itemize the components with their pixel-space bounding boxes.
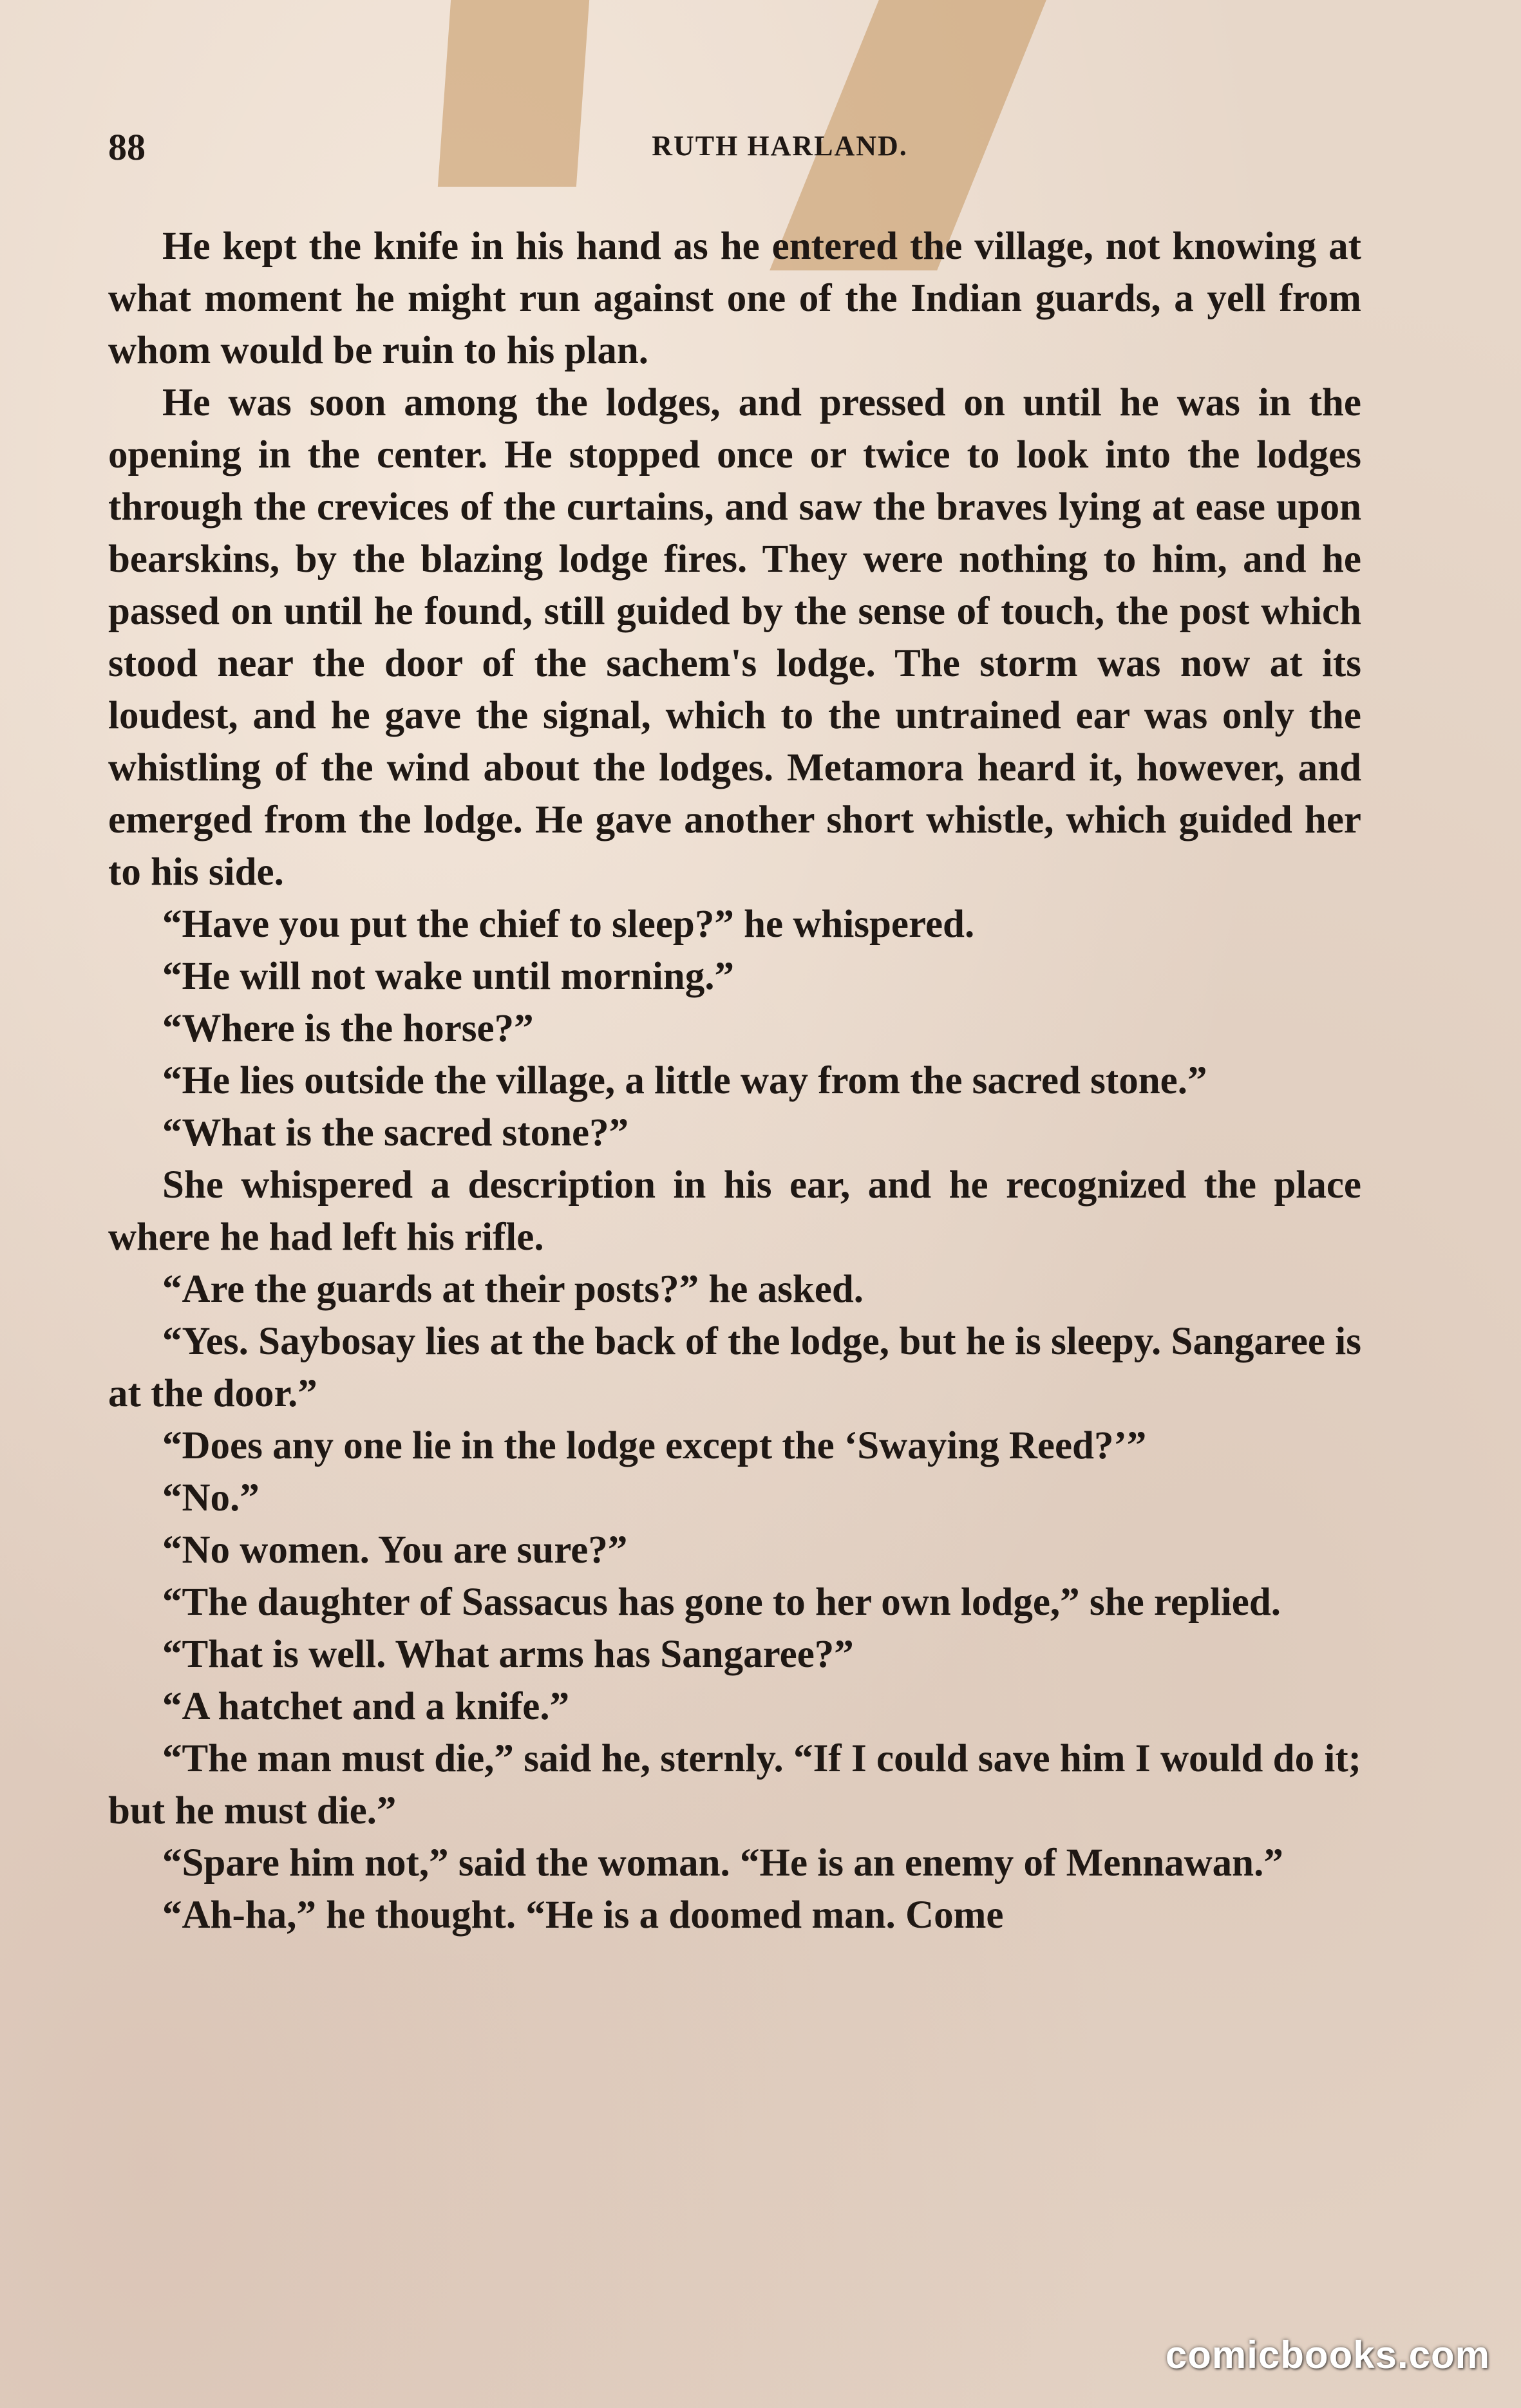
paragraph: She whispered a description in his ear, and he recognized the place where he had left his rifle.	[108, 1163, 1361, 1259]
paragraph: “No.”	[162, 1476, 260, 1519]
paragraph: “He lies outside the village, a little way from the sacred stone.”	[162, 1059, 1207, 1102]
paragraph: “The man must die,” said he, sternly. “If I could save him I would do it; but he must die.”	[108, 1737, 1361, 1832]
paragraph: “A hatchet and a knife.”	[162, 1685, 570, 1728]
paragraph: “No women. You are sure?”	[162, 1529, 628, 1572]
page-header	[108, 126, 1361, 177]
paragraph: “Where is the horse?”	[162, 1007, 534, 1050]
paragraph: “What is the sacred stone?”	[162, 1111, 629, 1154]
running-title: RUTH HARLAND.	[652, 130, 908, 162]
paragraph: “That is well. What arms has Sangaree?”	[162, 1633, 854, 1676]
watermark: comicbooks.com	[1165, 2333, 1490, 2376]
paragraph: “Ah-ha,” he thought. “He is a doomed man. Come	[162, 1894, 1004, 1937]
paragraph: “Have you put the chief to sleep?” he whispered.	[162, 903, 975, 946]
paragraph: “He will not wake until morning.”	[162, 955, 734, 998]
paragraph: He was soon among the lodges, and pressed on until he was in the opening in the center. He stopped once or twice to look into the lodges through the crevices of the curtains, and saw the braves lying at ease upon bearskins, by the blazing lodge fires. They were nothing to him, and he passed on until he found, still guided by the sense of touch, the post which stood near the door of the sachem's lodge. The storm was now at its loudest, and he gave the signal, which to the untrained ear was only the whistling of the wind about the lodges. Metamora heard it, however, and emerged from the lodge. He gave another short whistle, which guided her to his side.	[108, 381, 1361, 894]
paragraph: “Yes. Saybosay lies at the back of the lodge, but he is sleepy. Sangaree is at the door.”	[108, 1320, 1361, 1415]
paragraph: He kept the knife in his hand as he entered the village, not knowing at what moment he might run against one of the Indian guards, a yell from whom would be ruin to his plan.	[108, 225, 1361, 372]
paragraph: “The daughter of Sassacus has gone to her own lodge,” she replied.	[162, 1581, 1281, 1624]
paragraph: “Spare him not,” said the woman. “He is an enemy of Mennawan.”	[162, 1841, 1283, 1885]
paragraph: “Does any one lie in the lodge except the ‘Swaying Reed?’”	[162, 1424, 1147, 1467]
page-number: 88	[108, 126, 146, 168]
body-text	[108, 220, 1361, 1941]
paragraph: “Are the guards at their posts?” he asked.	[162, 1268, 864, 1311]
